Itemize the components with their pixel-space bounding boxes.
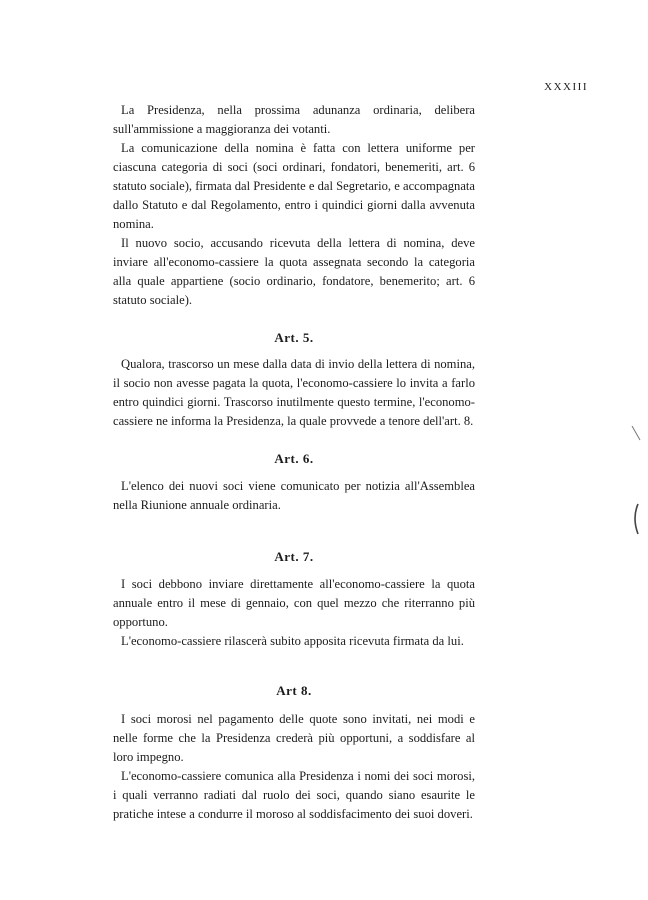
page-number: XXXIII	[544, 81, 588, 93]
article-heading: Art. 7.	[274, 549, 314, 564]
paragraph: I soci debbono inviare direttamente all'economo-cassiere la quota annuale entro il mese di gennaio, con quel mezzo che riterranno più opportuno.	[113, 577, 475, 629]
paragraph: La Presidenza, nella prossima adunanza ordinaria, delibera sull'ammissione a maggioranza dei votanti.	[113, 103, 475, 136]
article-8	[113, 681, 475, 824]
article-6	[113, 449, 475, 515]
paragraph: Qualora, trascorso un mese dalla data di invio della lettera di nomina, il socio non avesse pagata la quota, l'economo-cassiere lo invita a farlo entro quindici giorni. Trascorso inutilmente questo termine, l'economo-cassiere ne informa la Presidenza, la quale provvede a tenore dell'art. 8.	[113, 357, 475, 428]
page-body	[113, 101, 475, 824]
paragraph: La comunicazione della nomina è fatta con lettera uniforme per ciascuna categoria di soci (soci ordinari, fondatori, benemeriti, art. 6 statuto sociale), firmata dal Presidente e dal Segretario, e accompagnata dallo Statuto e dal Regolamento, entro i quindici giorni dalla avvenuta nomina.	[113, 141, 475, 231]
article-7	[113, 547, 475, 651]
paragraph: L'economo-cassiere rilascerà subito apposita ricevuta firmata da lui.	[121, 634, 464, 648]
scan-mark-icon	[630, 500, 642, 540]
article-4-continuation	[113, 101, 475, 310]
paragraph: L'economo-cassiere comunica alla Presidenza i nomi dei soci morosi, i quali verranno radiati dal ruolo dei soci, quando siano esaurite le pratiche intese a condurre il moroso al soddisfacimento dei suoi doveri.	[113, 769, 475, 821]
paragraph: I soci morosi nel pagamento delle quote sono invitati, nei modi e nelle forme che la Presidenza crederà più opportuni, a soddisfare al loro impegno.	[113, 712, 475, 764]
article-heading: Art 8.	[276, 683, 312, 698]
article-5	[113, 328, 475, 431]
article-heading: Art. 5.	[274, 330, 314, 345]
scan-mark-icon	[630, 424, 642, 444]
paragraph: L'elenco dei nuovi soci viene comunicato per notizia all'Assemblea nella Riunione annuale ordinaria.	[113, 479, 475, 512]
paragraph: Il nuovo socio, accusando ricevuta della lettera di nomina, deve inviare all'economo-cassiere la quota assegnata secondo la categoria alla quale appartiene (socio ordinario, fondatore, benemerito; art. 6 statuto sociale).	[113, 236, 475, 307]
article-heading: Art. 6.	[274, 451, 314, 466]
